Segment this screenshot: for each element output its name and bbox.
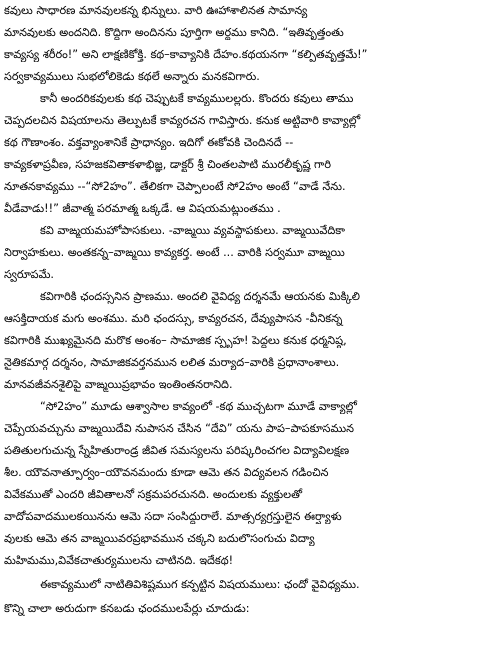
paragraph-5-line-7: వులకు ఆమె తన వాఙ్మయివరప్రభావమున చక్కని బదులొసంగుచు విద్యా: [4, 532, 315, 545]
paragraph-1-line-1: కవులు సాధారణ మానవులకన్న భిన్నులు. వారి ఊహాశాలినత సామాన్య: [4, 4, 308, 17]
paragraph-2-line-1: కానీ అందరికవులకు కథ చెప్పుటకే కావ్యములల్లరు. కొందరు కవులు తాము: [40, 92, 354, 105]
paragraph-1-line-4: సర్వకావ్యములు సుభలోలికెడు కథలే అన్నారు మనకవిగారు.: [4, 70, 260, 83]
paragraph-5-line-2: చెప్పేయవచ్చును వాఙ్మయిదేవి నుపాసన చేసిన “దేవి” యను పాప–పాపకూసమున: [4, 422, 355, 435]
paragraph-5-line-5: వివేకముతో ఎందరి జీవితాలనో సక్రమపరచునది. అందులకు వ్యక్తులతో: [4, 488, 303, 501]
paragraph-4-line-3: కవిగారికి ముఖ్యమైనది మరొక అంశం– సామాజిక స్పృహ! పెద్దలు కనుక ధర్మనిష్ఠ,: [4, 334, 347, 347]
paragraph-1-line-2: మానవులకు అందనిది. కొద్దిగా అందినను పూర్తిగా అర్థము కానిది. “ఇతివృత్తంతు: [4, 26, 344, 39]
paragraph-5-line-6: వాదోపవాదములకయినను ఆమె సదా సంసిద్ధురాలే. మాత్సర్యగ్రస్తులైన ఈర్ష్యాళు: [4, 510, 342, 523]
paragraph-4-line-5: మానవజీవనశైలిపై వాఙ్మయిప్రభావం ఇంతింతనరానిది.: [4, 378, 233, 391]
paragraph-4-line-2: ఆసక్తిదాయక మగు అంశము. మరి ఛందస్సు, కావ్యరచన, దేవ్యుపాసన -వీనికన్న: [4, 312, 343, 325]
paragraph-6-line-2: కొన్ని చాలా అరుదుగా కనబడు ఛందములపేర్లు చూదుడు:: [4, 602, 250, 615]
paragraph-3-line-1: కవి వాఙ్మయమహోపాసకులు. -వాఙ్మయి వ్యవస్థాపకులు. వాఙ్మయివేదికా: [40, 224, 345, 237]
paragraph-4-line-4: నైతికమార్గ దర్శనం, సామాజికవర్తనమున లలిత మర్యాద–వారికి ప్రధానాంశాలు.: [4, 356, 340, 369]
paragraph-5-line-4: శీల. యౌవనాత్పూర్వం–యౌవనమందు కూడా ఆమె తన విద్యవలన గడించిన: [4, 466, 329, 479]
paragraph-5-line-3: పతితులగుచున్న స్నేహితురాండ్ర జీవిత సమస్యలను పరిష్కరించగల విద్యావిలక్షణ: [4, 444, 350, 457]
paragraph-2-line-4: కావ్యకళాప్రవీణ, సహజకవితాకళాభిజ్ఞ, డాక్టర్ శ్రీ చింతలపాటి మురలీకృష్ణ గారి: [4, 158, 331, 171]
paragraph-2-line-5: నూతనకావ్యము --“సో2హం”. తేలికగా చెప్పాలంటే సో2హం అంటే “వాడే నేను.: [4, 180, 346, 193]
paragraph-4-line-1: కవిగారికి ఛందస్సనిన ప్రాణము. అందలి వైవిధ్య దర్శనమే ఆయనకు మిక్కిలి: [40, 290, 360, 303]
paragraph-6-line-1: ఈకావ్యములో నాటితివిశిష్టముగ కన్పట్టిన విషయములు: ఛందో వైవిధ్యము.: [40, 578, 360, 591]
paragraph-3-line-3: స్వరూపమే.: [4, 268, 54, 281]
paragraph-2-line-3: కథ గౌణాంశం. వక్తవ్యాంశానికే ప్రాధాన్యం. ఇదిగో ఈకోవకి చెందినదే --: [4, 136, 294, 149]
paragraph-3-line-2: నిర్వాహకులు. అంతకన్న–వాఙ్మయి కావ్యకర్త. అంటే ... వారికి సర్వమూ వాఙ్మయి: [4, 246, 345, 259]
paragraph-5-line-1: “సో2హం” మూడు ఆశ్వాసాల కావ్యంలో -కథ ముచ్చటగా మూడే వాక్యాల్లో: [40, 400, 357, 413]
paragraph-5-line-8: మహిమము,వివేకచాతుర్యములను చాటినది. ఇదేకథ!: [4, 554, 234, 567]
paragraph-2-line-6: వీడేవాడు!!” జీవాత్మ పరమాత్మ ఒక్కడే. ఆ విషయమట్లుంతము .: [4, 202, 281, 215]
paragraph-1-line-3: కావ్యస్య శరీరం!” అని లాక్షణికోక్తి. కథ–కావ్యానికి దేహం.కథయనగా “కల్పితవృత్తమే!”: [4, 48, 368, 61]
paragraph-2-line-2: చెప్పదలచిన విషయాలను తెల్పుటకే కావ్యరచన గావిస్తారు. కనుక అట్టివారి కావ్యాల్లో: [4, 114, 361, 127]
